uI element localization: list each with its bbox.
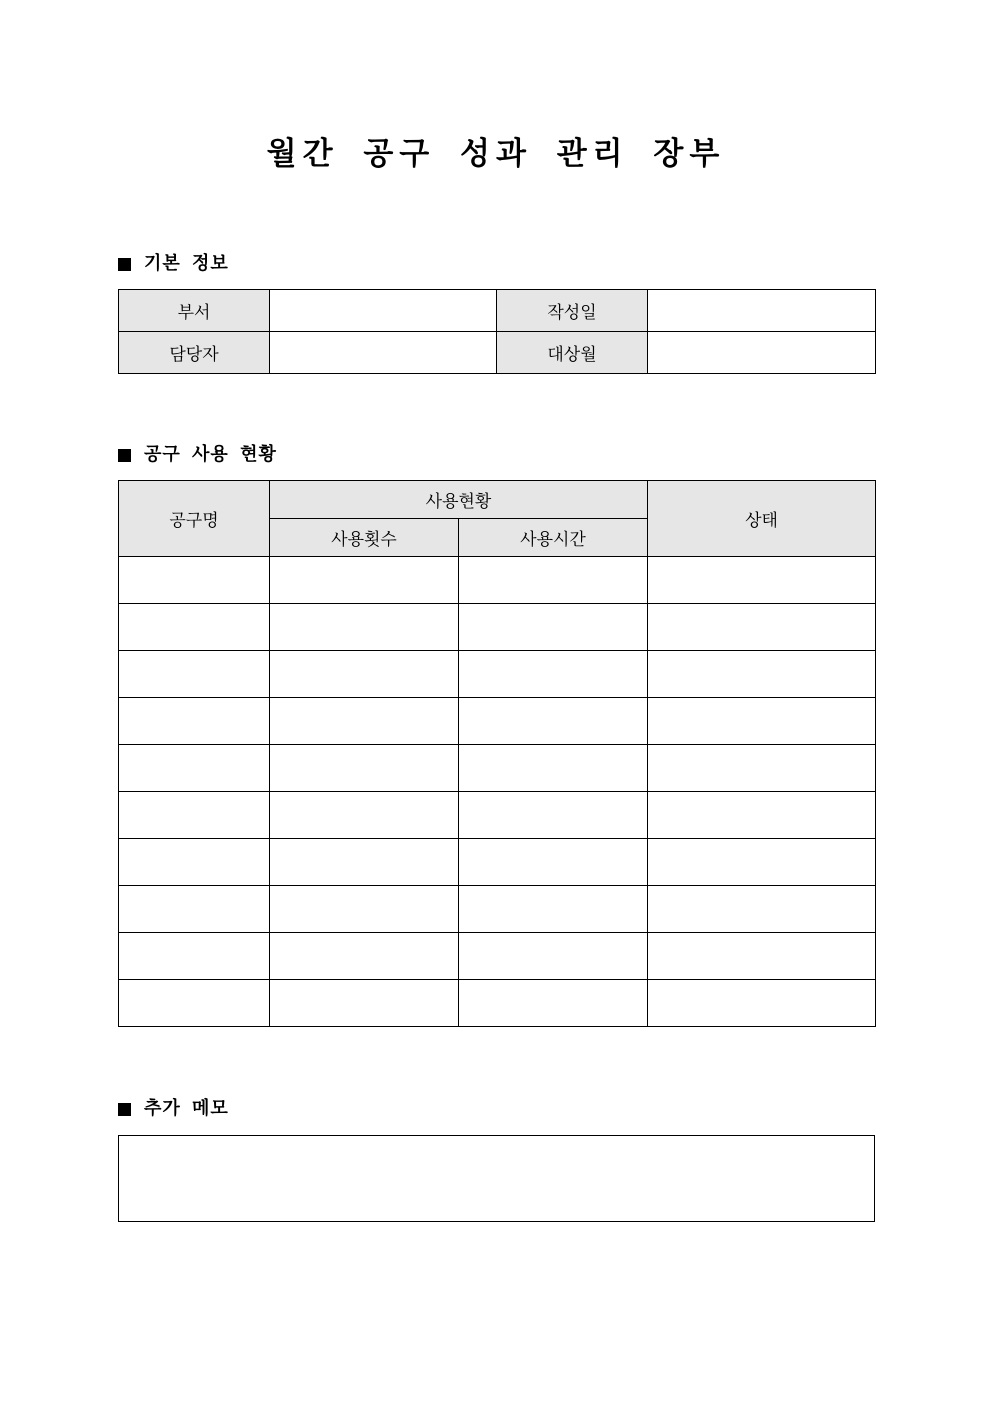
usage-count-cell[interactable]: [270, 604, 459, 651]
usage-count-cell[interactable]: [270, 698, 459, 745]
status-cell[interactable]: [648, 604, 876, 651]
status-cell[interactable]: [648, 839, 876, 886]
status-cell[interactable]: [648, 745, 876, 792]
tool-name-cell[interactable]: [119, 557, 270, 604]
status-cell[interactable]: [648, 557, 876, 604]
usage-time-cell[interactable]: [459, 886, 648, 933]
tool-name-cell[interactable]: [119, 792, 270, 839]
table-header-row: [119, 481, 876, 519]
memo-field[interactable]: [118, 1135, 875, 1222]
tool-name-cell[interactable]: [119, 933, 270, 980]
memo-heading-text: 추가 메모: [144, 1098, 229, 1119]
written-date-field[interactable]: [648, 290, 876, 332]
status-cell[interactable]: [648, 698, 876, 745]
status-cell[interactable]: [648, 792, 876, 839]
usage-count-cell[interactable]: [270, 745, 459, 792]
status-cell[interactable]: [648, 933, 876, 980]
tool-name-cell[interactable]: [119, 980, 270, 1027]
table-row: [119, 933, 876, 980]
usage-time-cell[interactable]: [459, 651, 648, 698]
usage-count-cell[interactable]: [270, 557, 459, 604]
target-month-field[interactable]: [648, 332, 876, 374]
department-label: 부서: [119, 290, 270, 332]
usage-time-cell[interactable]: [459, 698, 648, 745]
usage-count-cell[interactable]: [270, 933, 459, 980]
table-row: [119, 980, 876, 1027]
tool-name-cell[interactable]: [119, 745, 270, 792]
table-row: [119, 651, 876, 698]
table-row: [119, 792, 876, 839]
table-row: [119, 839, 876, 886]
basic-info-row: [119, 332, 876, 374]
table-row: [119, 604, 876, 651]
tool-name-cell[interactable]: [119, 651, 270, 698]
usage-time-cell[interactable]: [459, 745, 648, 792]
status-cell[interactable]: [648, 886, 876, 933]
usage-time-cell[interactable]: [459, 792, 648, 839]
usage-time-cell[interactable]: [459, 933, 648, 980]
written-date-label: 작성일: [497, 290, 648, 332]
usage-time-cell[interactable]: [459, 839, 648, 886]
tool-name-cell[interactable]: [119, 886, 270, 933]
memo-heading: [118, 1097, 229, 1121]
department-field[interactable]: [270, 290, 497, 332]
table-row: [119, 698, 876, 745]
usage-count-cell[interactable]: [270, 980, 459, 1027]
basic-info-row: [119, 290, 876, 332]
page-title: 월간 공구 성과 관리 장부: [266, 136, 726, 172]
usage-count-cell[interactable]: [270, 651, 459, 698]
usage-status-header: 사용현황: [270, 481, 648, 519]
usage-count-cell[interactable]: [270, 839, 459, 886]
usage-count-cell[interactable]: [270, 792, 459, 839]
tool-usage-heading-text: 공구 사용 현황: [144, 444, 277, 465]
status-cell[interactable]: [648, 651, 876, 698]
square-bullet-icon: [118, 449, 131, 462]
table-row: [119, 557, 876, 604]
usage-time-cell[interactable]: [459, 980, 648, 1027]
manager-label: 담당자: [119, 332, 270, 374]
square-bullet-icon: [118, 1103, 131, 1116]
square-bullet-icon: [118, 258, 131, 271]
usage-time-cell[interactable]: [459, 557, 648, 604]
manager-field[interactable]: [270, 332, 497, 374]
status-header: 상태: [648, 481, 876, 557]
basic-info-heading: [118, 252, 229, 276]
usage-time-cell[interactable]: [459, 604, 648, 651]
tool-name-cell[interactable]: [119, 604, 270, 651]
usage-time-header: 사용시간: [459, 519, 648, 557]
status-cell[interactable]: [648, 980, 876, 1027]
usage-count-cell[interactable]: [270, 886, 459, 933]
tool-name-cell[interactable]: [119, 839, 270, 886]
tool-name-cell[interactable]: [119, 698, 270, 745]
target-month-label: 대상월: [497, 332, 648, 374]
usage-count-header: 사용횟수: [270, 519, 459, 557]
basic-info-table: [118, 289, 876, 374]
table-row: [119, 886, 876, 933]
table-row: [119, 745, 876, 792]
tool-usage-table: [118, 480, 876, 1027]
tool-usage-heading: [118, 443, 277, 467]
tool-name-header: 공구명: [119, 481, 270, 557]
basic-info-heading-text: 기본 정보: [144, 253, 229, 274]
